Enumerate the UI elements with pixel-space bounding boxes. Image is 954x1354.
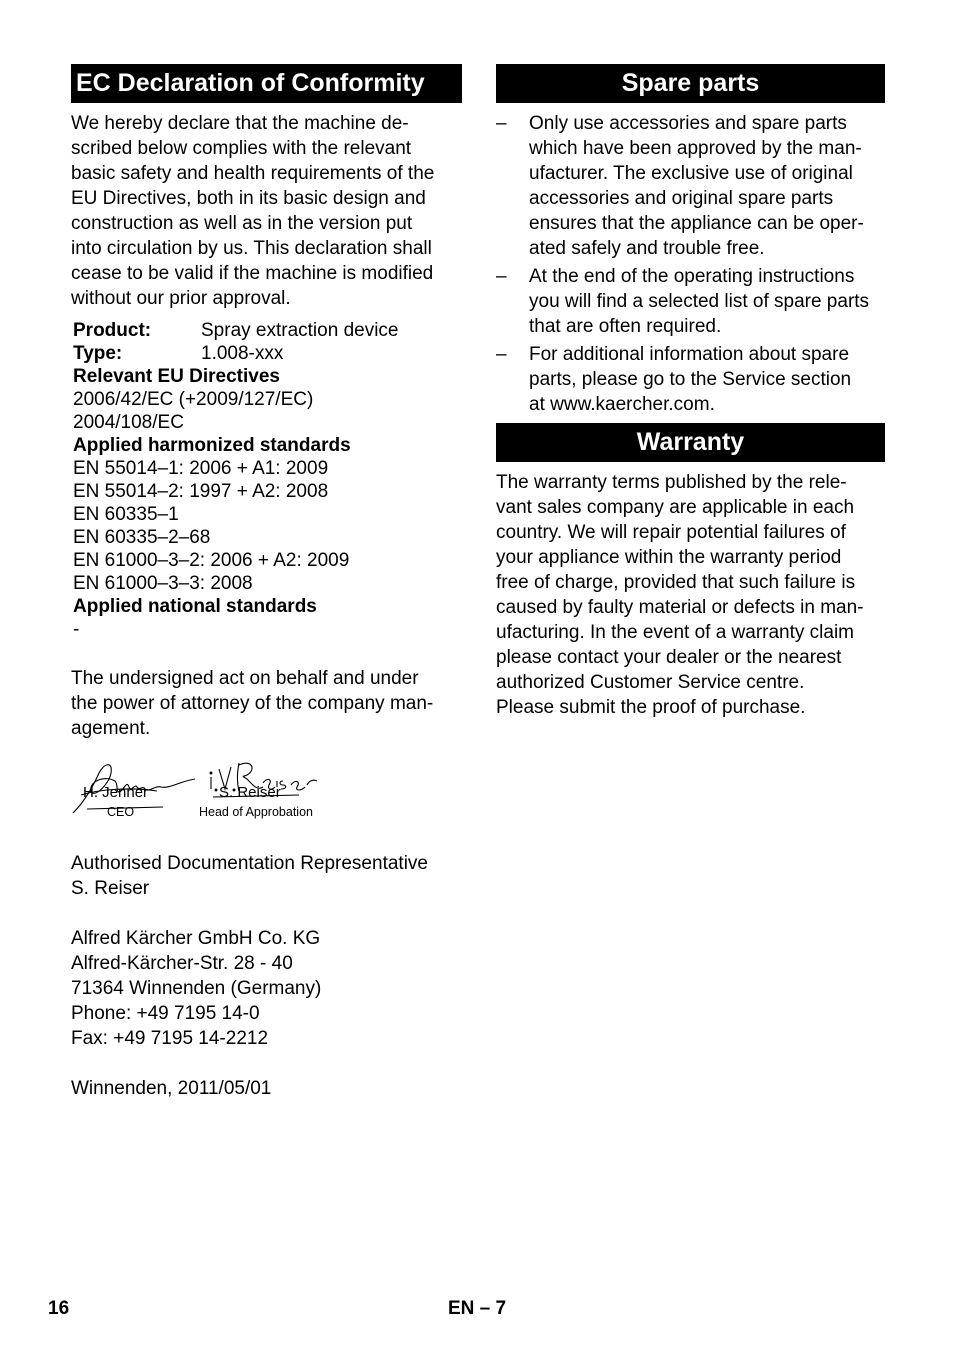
product-value: Spray extraction device	[201, 320, 399, 341]
list-item-line: ated safely and trouble free.	[529, 238, 765, 259]
warranty-line: authorized Customer Service centre.	[496, 672, 805, 693]
place-date: Winnenden, 2011/05/01	[71, 1078, 272, 1099]
product-specification	[71, 319, 462, 641]
signatory-role: CEO	[107, 805, 135, 819]
representative-block	[71, 851, 462, 901]
warranty-line: free of charge, provided that such failure is	[496, 572, 856, 593]
list-item-line: parts, please go to the Service section	[529, 369, 852, 390]
harmonized-standard-item: EN 55014–1: 2006 + A1: 2009	[73, 458, 329, 479]
warranty-line: vant sales company are applicable in each	[496, 497, 855, 518]
undersigned-line: The undersigned act on behalf and under	[71, 668, 419, 689]
harmonized-standard-item: EN 61000–3–3: 2008	[73, 573, 253, 594]
ec-intro-line: without our prior approval.	[71, 288, 291, 309]
directive-item: 2004/108/EC	[73, 412, 184, 433]
harmonized-standard-item: EN 61000–3–2: 2006 + A2: 2009	[73, 550, 350, 571]
list-item-line: at www.kaercher.com.	[529, 394, 715, 415]
list-item	[496, 264, 885, 339]
ec-intro-line: EU Directives, both in its basic design and	[71, 188, 426, 209]
spare-parts-heading: Spare parts	[496, 64, 885, 103]
dash-bullet: –	[496, 266, 507, 287]
directives-heading: Relevant EU Directives	[73, 366, 280, 387]
list-item-line: ufacturer. The exclusive use of original	[529, 163, 853, 184]
list-item-line: accessories and original spare parts	[529, 188, 834, 209]
directive-item: 2006/42/EC (+2009/127/EC)	[73, 389, 314, 410]
warranty-line: The warranty terms published by the rele-	[496, 472, 847, 493]
list-item-line: you will find a selected list of spare parts	[529, 291, 870, 312]
representative-line: S. Reiser	[71, 878, 150, 899]
harmonized-standard-item: EN 60335–1	[73, 504, 179, 525]
address-line: Fax: +49 7195 14-2212	[71, 1028, 269, 1049]
harmonized-standard-item: EN 60335–2–68	[73, 527, 211, 548]
address-line: 71364 Winnenden (Germany)	[71, 978, 322, 999]
warranty-line: your appliance within the warranty period	[496, 547, 842, 568]
address-line: Alfred-Kärcher-Str. 28 - 40	[71, 953, 293, 974]
type-label: Type:	[73, 343, 123, 364]
ec-intro-paragraph	[71, 111, 462, 311]
signatory-name: S. Reiser	[219, 784, 281, 801]
product-row	[73, 319, 462, 342]
company-address	[71, 926, 462, 1051]
warranty-line: please contact your dealer or the nearest	[496, 647, 842, 668]
harmonized-standards-heading: Applied harmonized standards	[73, 435, 351, 456]
type-value: 1.008-xxx	[201, 343, 284, 364]
warranty-line: country. We will repair potential failures of	[496, 522, 846, 543]
national-standards-value: -	[73, 619, 80, 640]
ec-declaration-section	[71, 64, 462, 1101]
section-page-label: EN – 7	[448, 1298, 507, 1319]
dash-bullet: –	[496, 113, 507, 134]
address-line: Phone: +49 7195 14-0	[71, 1003, 260, 1024]
type-row	[73, 342, 462, 365]
spare-parts-list	[496, 111, 885, 417]
dash-bullet: –	[496, 344, 507, 365]
list-item-line: that are often required.	[529, 316, 722, 337]
undersigned-line: agement.	[71, 718, 151, 739]
list-item-line: ensures that the appliance can be oper-	[529, 213, 864, 234]
warranty-line: Please submit the proof of purchase.	[496, 697, 806, 718]
signature-block	[71, 751, 462, 851]
harmonized-standard-item: EN 55014–2: 1997 + A2: 2008	[73, 481, 329, 502]
list-item-line: which have been approved by the man-	[529, 138, 862, 159]
ec-intro-line: basic safety and health requirements of the	[71, 163, 435, 184]
national-standards-heading: Applied national standards	[73, 596, 317, 617]
list-item-line: For additional information about spare	[529, 344, 850, 365]
ec-declaration-heading: EC Declaration of Conformity	[71, 64, 462, 103]
address-line: Alfred Kärcher GmbH Co. KG	[71, 928, 321, 949]
ec-intro-line: scribed below complies with the relevant	[71, 138, 412, 159]
spare-warranty-column	[496, 64, 885, 720]
list-item-line: Only use accessories and spare parts	[529, 113, 847, 134]
warranty-line: caused by faulty material or defects in man-	[496, 597, 864, 618]
signatory-role: Head of Approbation	[199, 805, 313, 819]
undersigned-line: the power of attorney of the company man-	[71, 693, 434, 714]
ec-intro-line: into circulation by us. This declaration shall	[71, 238, 432, 259]
ec-intro-line: We hereby declare that the machine de-	[71, 113, 409, 134]
warranty-heading: Warranty	[496, 423, 885, 462]
page-number: 16	[48, 1298, 70, 1319]
list-item	[496, 342, 885, 417]
list-item	[496, 111, 885, 261]
ec-intro-line: cease to be valid if the machine is modified	[71, 263, 434, 284]
product-label: Product:	[73, 320, 152, 341]
list-item-line: At the end of the operating instructions	[529, 266, 855, 287]
warranty-paragraph	[496, 470, 885, 720]
warranty-line: ufacturing. In the event of a warranty claim	[496, 622, 855, 643]
signatory-name: H. Jenner	[83, 784, 149, 801]
undersigned-paragraph	[71, 666, 462, 741]
ec-intro-line: construction as well as in the version put	[71, 213, 413, 234]
representative-line: Authorised Documentation Representative	[71, 853, 428, 874]
